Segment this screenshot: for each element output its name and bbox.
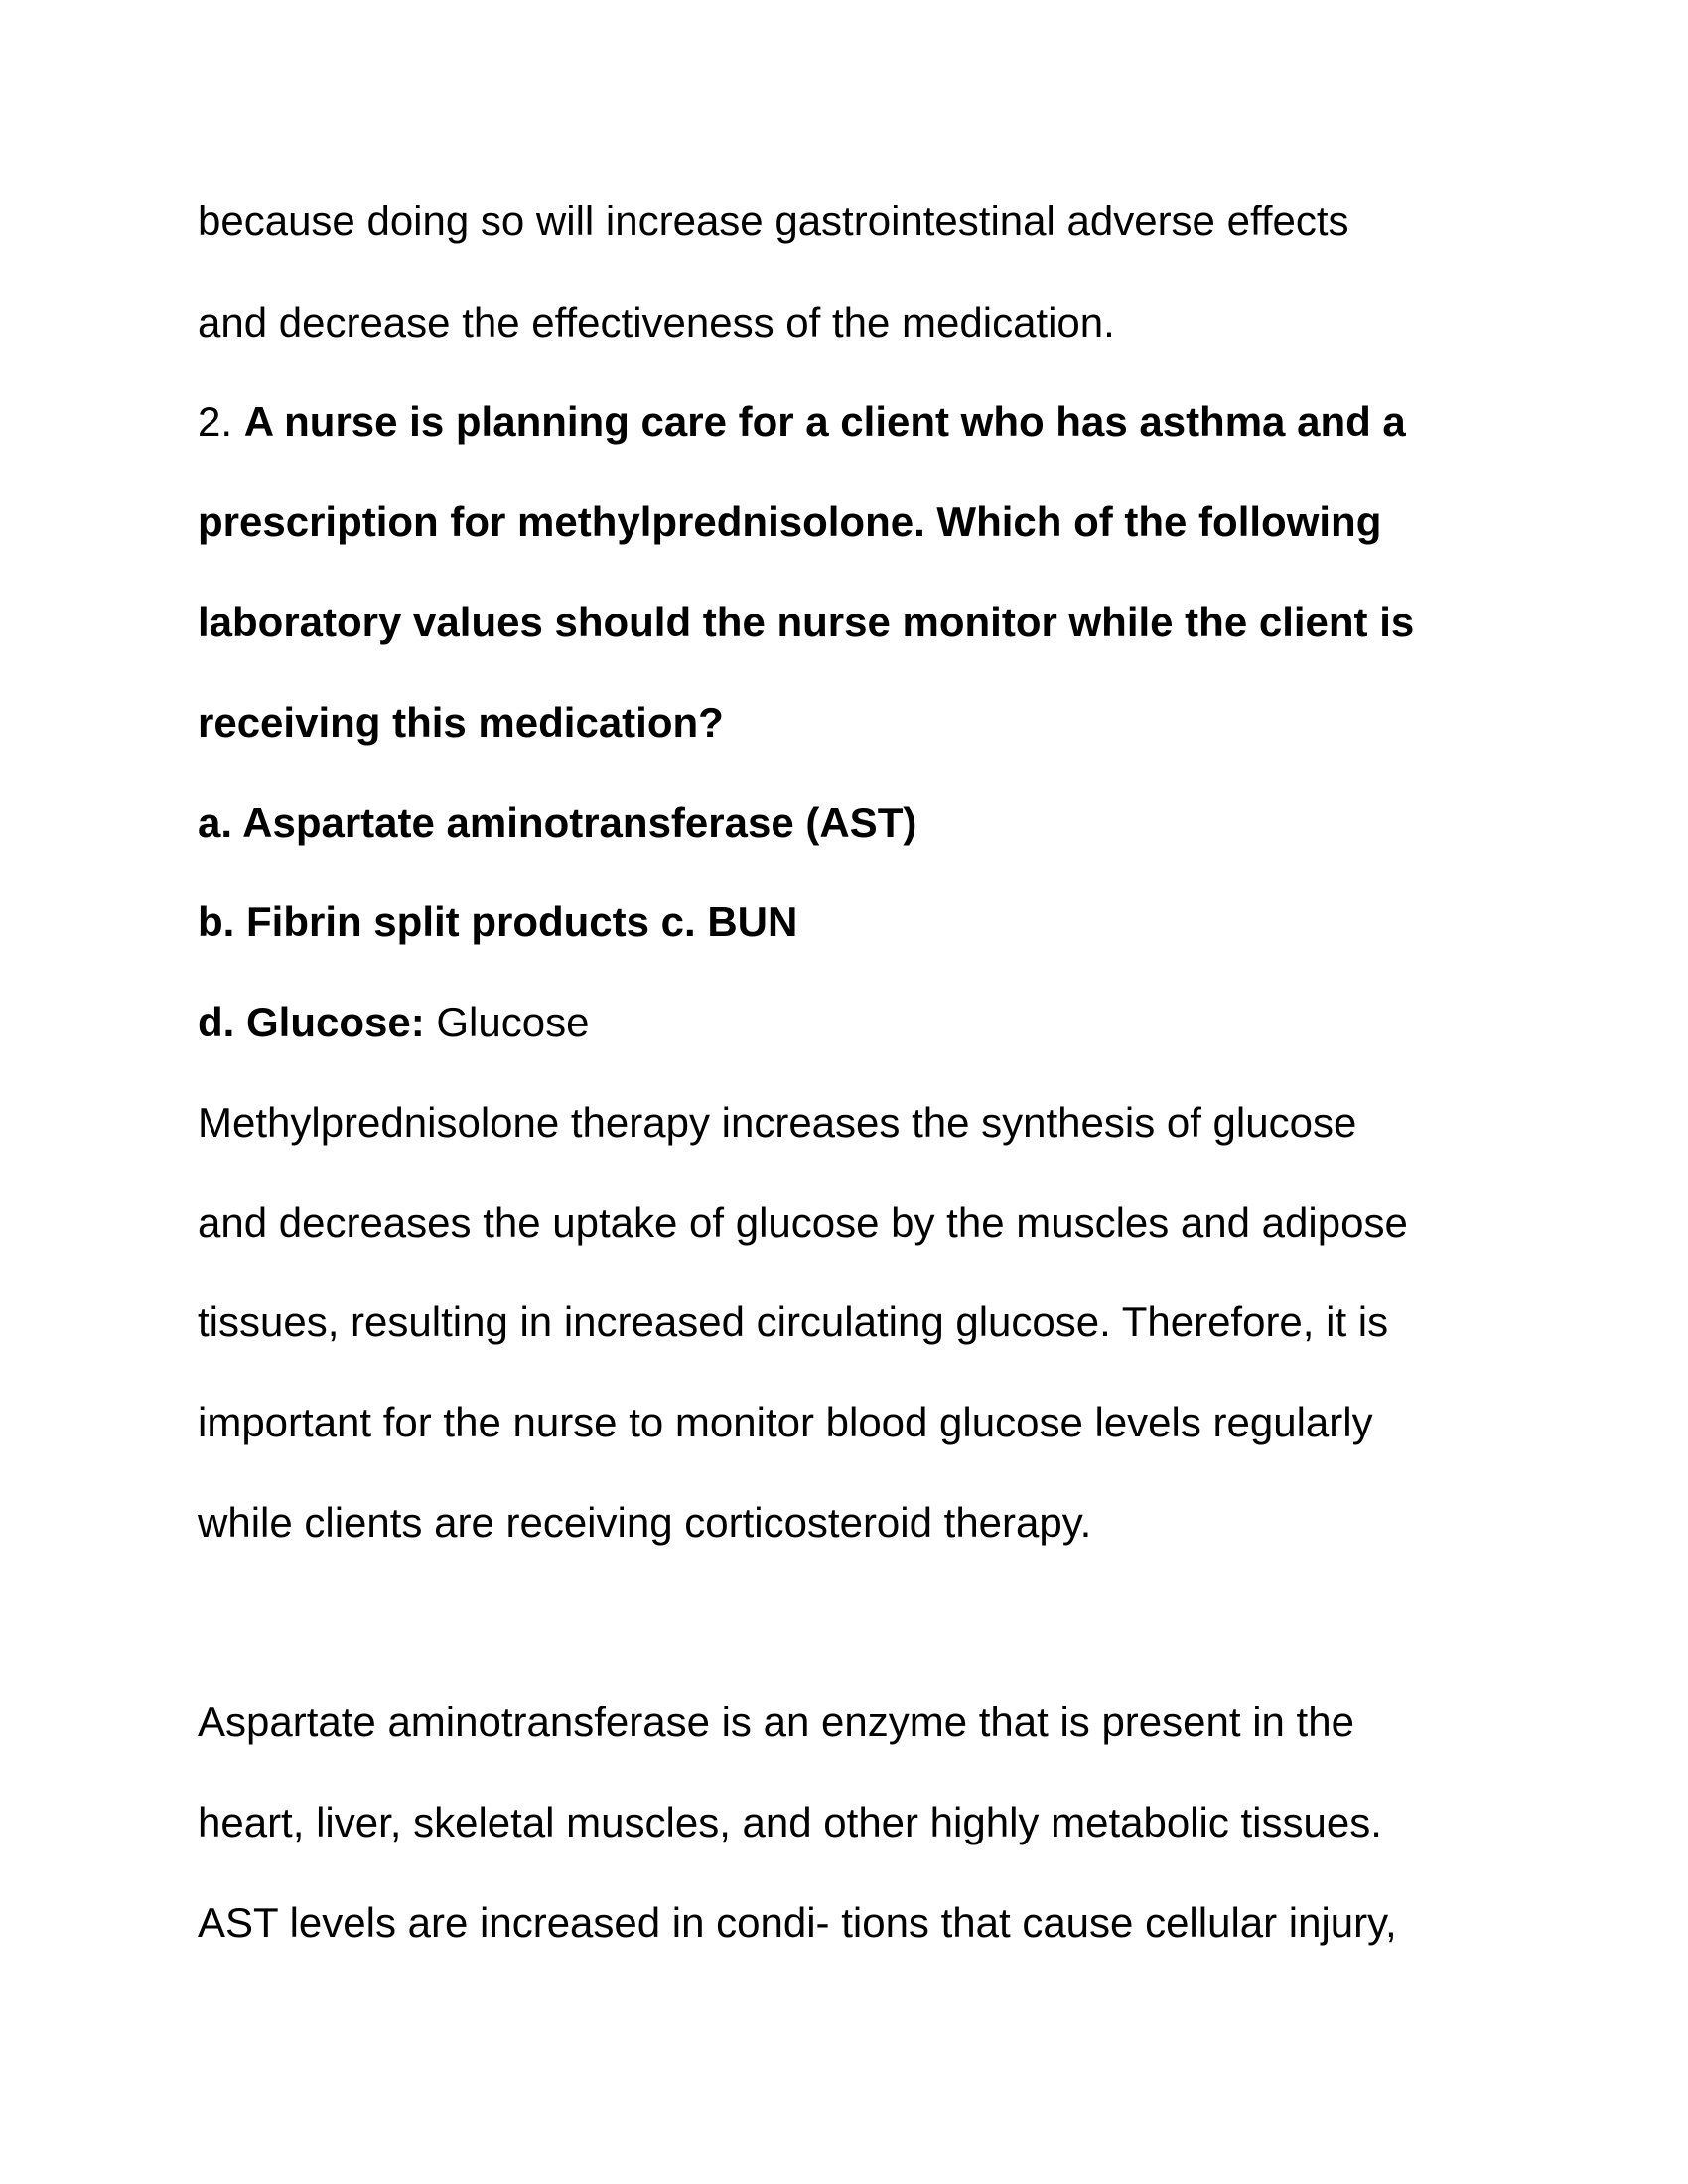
rationale-line: important for the nurse to monitor blood glucose levels regularly — [198, 1399, 1373, 1445]
question-stem-text: A nurse is planning care for a client who has asthma and a — [243, 398, 1406, 445]
rationale-line: Aspartate aminotransferase is an enzyme that is present in the — [198, 1699, 1354, 1745]
question-stem-line: laboratory values should the nurse monitor while the client is — [198, 599, 1415, 645]
rationale-line: while clients are receiving corticosteroid therapy. — [198, 1499, 1092, 1546]
answer-option-a: a. Aspartate aminotransferase (AST) — [198, 799, 917, 846]
answer-option-d-label: d. Glucose: — [198, 999, 425, 1045]
question-number: 2. — [198, 398, 233, 445]
question-stem-line — [198, 397, 1406, 447]
question-stem-line: receiving this medication? — [198, 699, 724, 746]
body-text-line: because doing so will increase gastrointestinal adverse effects — [198, 198, 1349, 244]
correct-answer-text: Glucose — [436, 999, 590, 1045]
rationale-line: AST levels are increased in condi- tions that cause cellular injury, — [198, 1899, 1397, 1946]
rationale-line: and decreases the uptake of glucose by the muscles and adipose — [198, 1199, 1408, 1246]
rationale-line: heart, liver, skeletal muscles, and other highly metabolic tissues. — [198, 1799, 1382, 1845]
answer-option-d — [198, 998, 589, 1047]
question-stem-line: prescription for methylprednisolone. Which of the following — [198, 498, 1382, 545]
body-text-line: and decrease the effectiveness of the medication. — [198, 299, 1115, 345]
rationale-line: tissues, resulting in increased circulating glucose. Therefore, it is — [198, 1298, 1389, 1345]
answer-option-b-c: b. Fibrin split products c. BUN — [198, 898, 798, 945]
rationale-line: Methylprednisolone therapy increases the synthesis of glucose — [198, 1099, 1357, 1146]
